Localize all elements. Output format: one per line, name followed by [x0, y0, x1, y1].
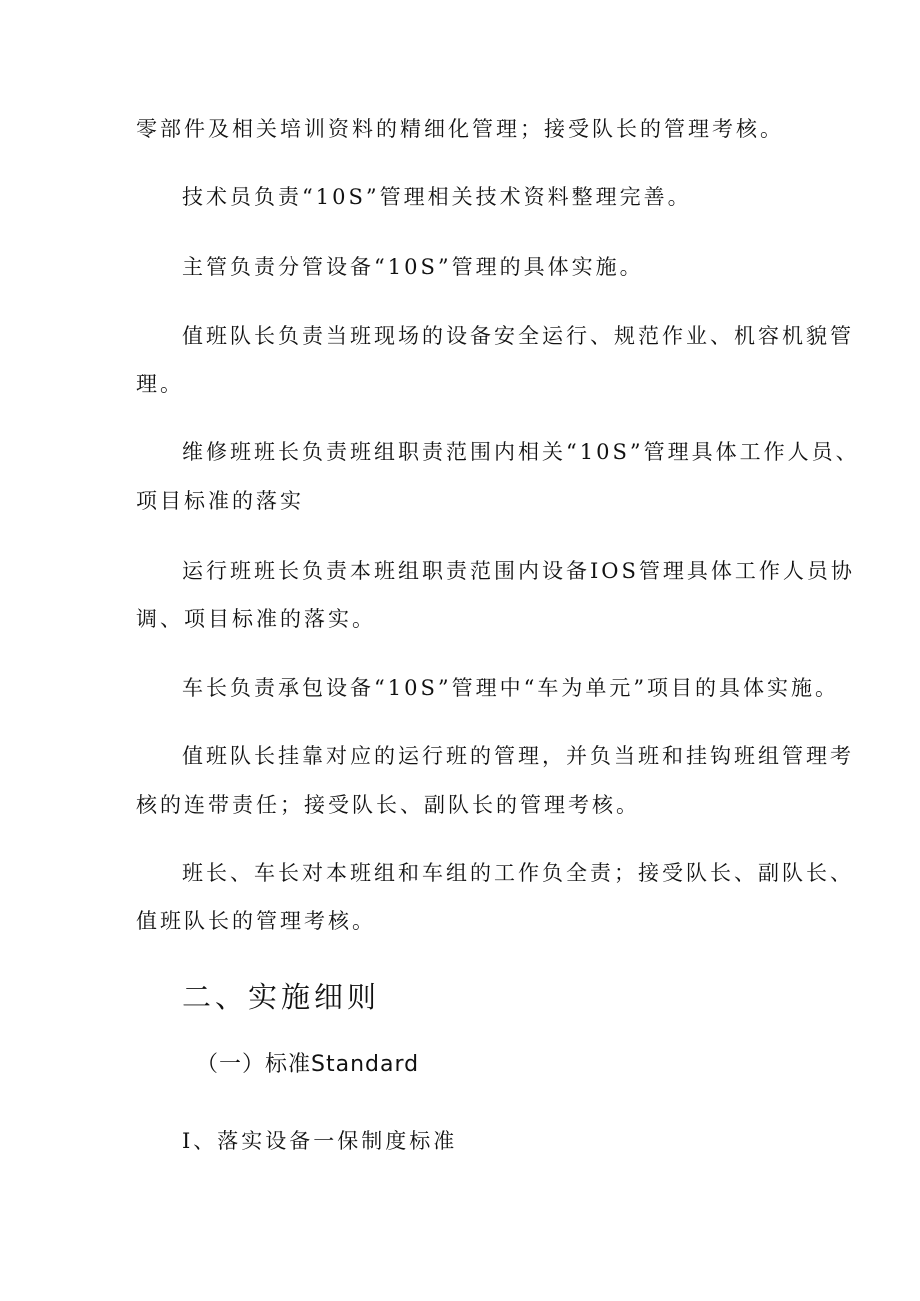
paragraph-9-line-1: 班长、车长对本班组和车组的工作负全责；接受队长、副队长、: [182, 861, 854, 885]
section-heading: 二、实施细则: [182, 980, 381, 1014]
paragraph-8-line-2: 核的连带责任；接受队长、副队长的管理考核。: [136, 793, 640, 817]
paragraph-8-line-1: 值班队长挂靠对应的运行班的管理，并负当班和挂钩班组管理考: [182, 744, 854, 768]
paragraph-4-line-2: 理。: [136, 372, 184, 396]
paragraph-7-line-1: 车长负责承包设备“10S”管理中“车为单元”项目的具体实施。: [182, 676, 840, 700]
subsection-heading: （一）标准Standard: [196, 1052, 420, 1077]
paragraph-6-line-2: 调、项目标准的落实。: [136, 607, 376, 631]
paragraph-2-line-1: 技术员负责“10S”管理相关技术资料整理完善。: [182, 185, 692, 209]
paragraph-3-line-1: 主管负责分管设备“10S”管理的具体实施。: [182, 255, 644, 279]
paragraph-1-line-1: 零部件及相关培训资料的精细化管理；接受队长的管理考核。: [136, 117, 784, 141]
paragraph-5-line-2: 项目标准的落实: [136, 489, 304, 513]
paragraph-6-line-1: 运行班班长负责本班组职责范围内设备IOS管理具体工作人员协: [182, 559, 855, 583]
paragraph-5-line-1: 维修班班长负责班组职责范围内相关“10S”管理具体工作人员、: [182, 440, 860, 464]
item-heading: I、落实设备一保制度标准: [182, 1129, 458, 1153]
paragraph-9-line-2: 值班队长的管理考核。: [136, 909, 376, 933]
paragraph-4-line-1: 值班队长负责当班现场的设备安全运行、规范作业、机容机貌管: [182, 324, 854, 348]
